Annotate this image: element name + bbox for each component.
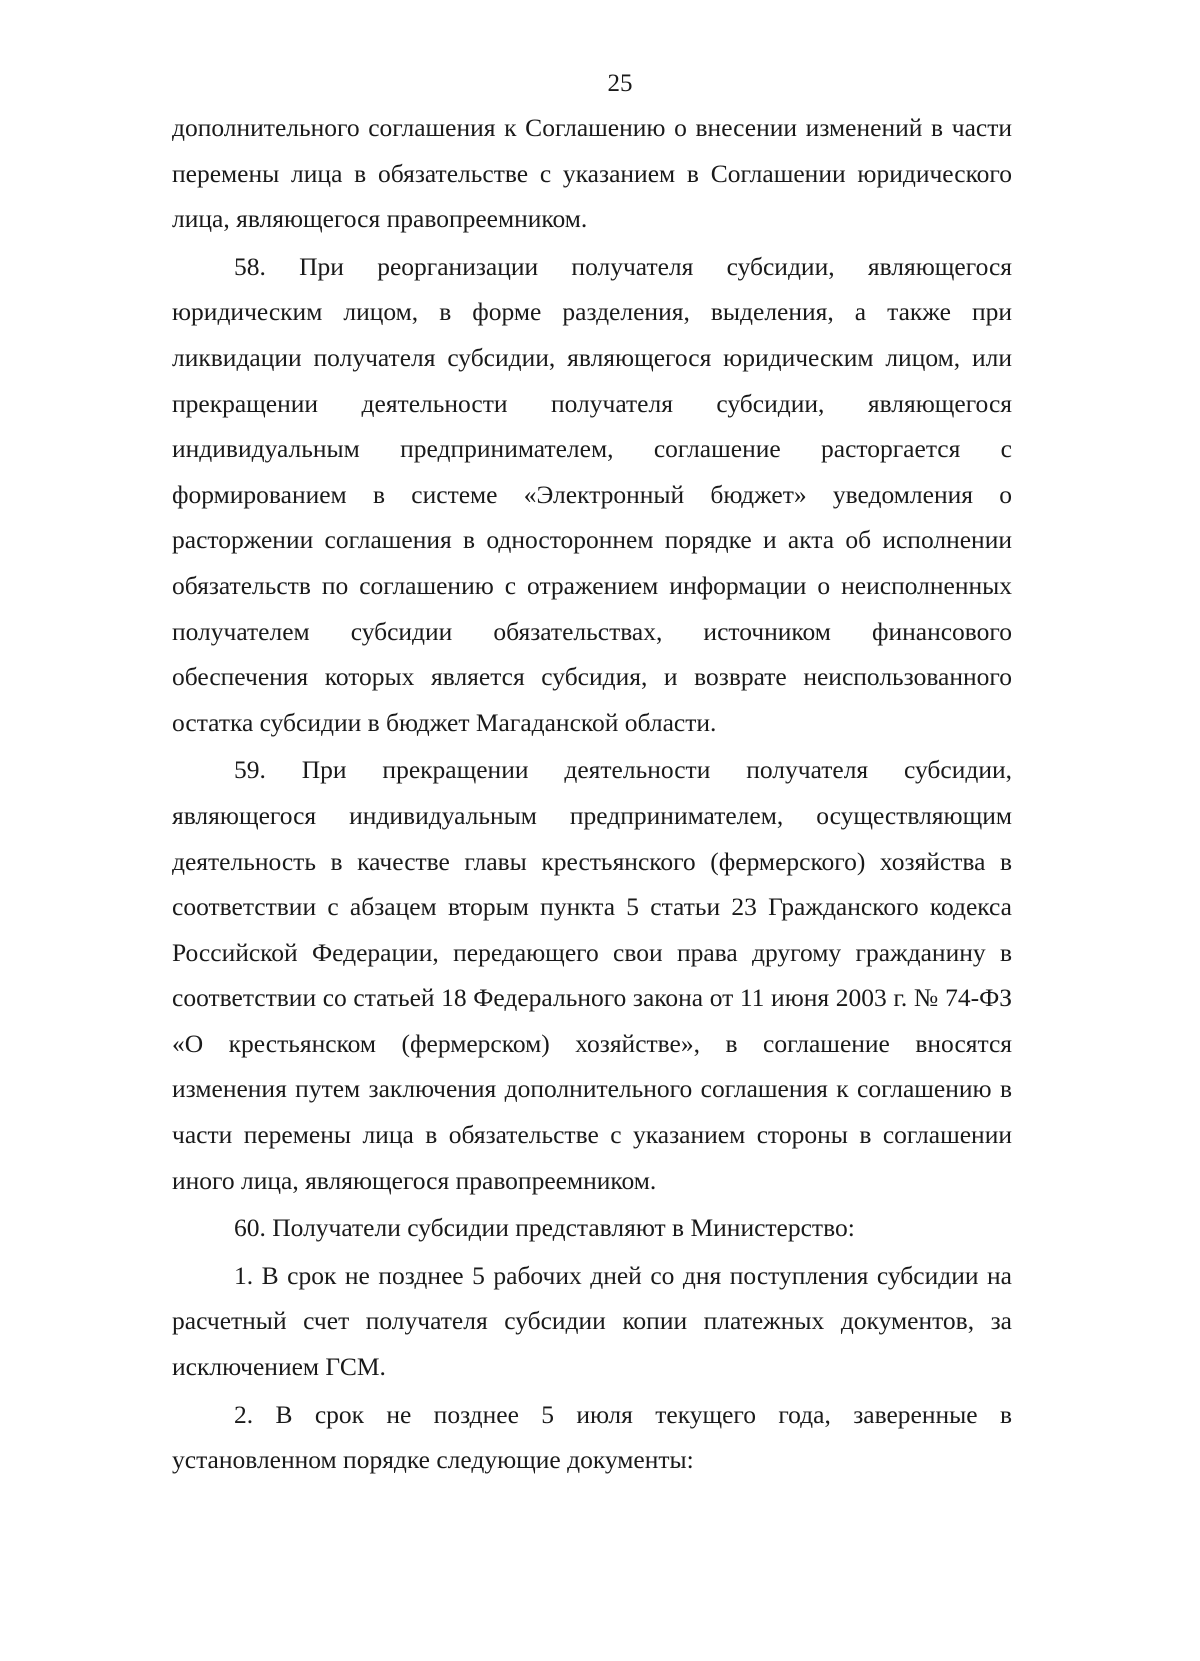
document-body [172, 105, 1012, 1483]
paragraph-continuation: дополнительного соглашения к Соглашению о внесении изменений в части перемены лица в обязательстве с указанием в Соглашении юридического лица, являющегося правопреемником. [172, 113, 1012, 234]
paragraph-60: 60. Получатели субсидии представляют в Министерство: [234, 1213, 855, 1243]
page-number: 25 [607, 70, 633, 97]
paragraph-59: 59. При прекращении деятельности получателя субсидии, являющегося индивидуальным предпринимателем, осуществляющим деятельность в качестве главы крестьянского (фермерского) хозяйства в соответствии с абзацем вторым пункта 5 статьи 23 Гражданского кодекса Российской Федерации, передающего свои права другому гражданину в соответствии со статьей 18 Федерального закона от 11 июня 2003 г. № 74-ФЗ «О крестьянском (фермерском) хозяйстве», в соглашение вносятся изменения путем заключения дополнительного соглашения к соглашению в части перемены лица в обязательстве с указанием стороны в соглашении иного лица, являющегося правопреемником. [172, 755, 1012, 1195]
paragraph-60-item-2: 2. В срок не позднее 5 июля текущего года, заверенные в установленном порядке следующие документы: [172, 1399, 1012, 1475]
paragraph-60-item-1: 1. В срок не позднее 5 рабочих дней со дня поступления субсидии на расчетный счет получателя субсидии копии платежных документов, за исключением ГСМ. [172, 1260, 1012, 1382]
paragraph-58: 58. При реорганизации получателя субсидии, являющегося юридическим лицом, в форме разделения, выделения, а также при ликвидации получателя субсидии, являющегося юридическим лицом, или прекращении деятельности получателя субсидии, являющегося индивидуальным предпринимателем, соглашение расторгается с формированием в системе «Электронный бюджет» уведомления о расторжении соглашения в одностороннем порядке и акта об исполнении обязательств по соглашению с отражением информации о неисполненных получателем субсидии обязательствах, источником финансового обеспечения которых является субсидия, и возврате неиспользованного остатка субсидии в бюджет Магаданской области. [172, 251, 1012, 737]
